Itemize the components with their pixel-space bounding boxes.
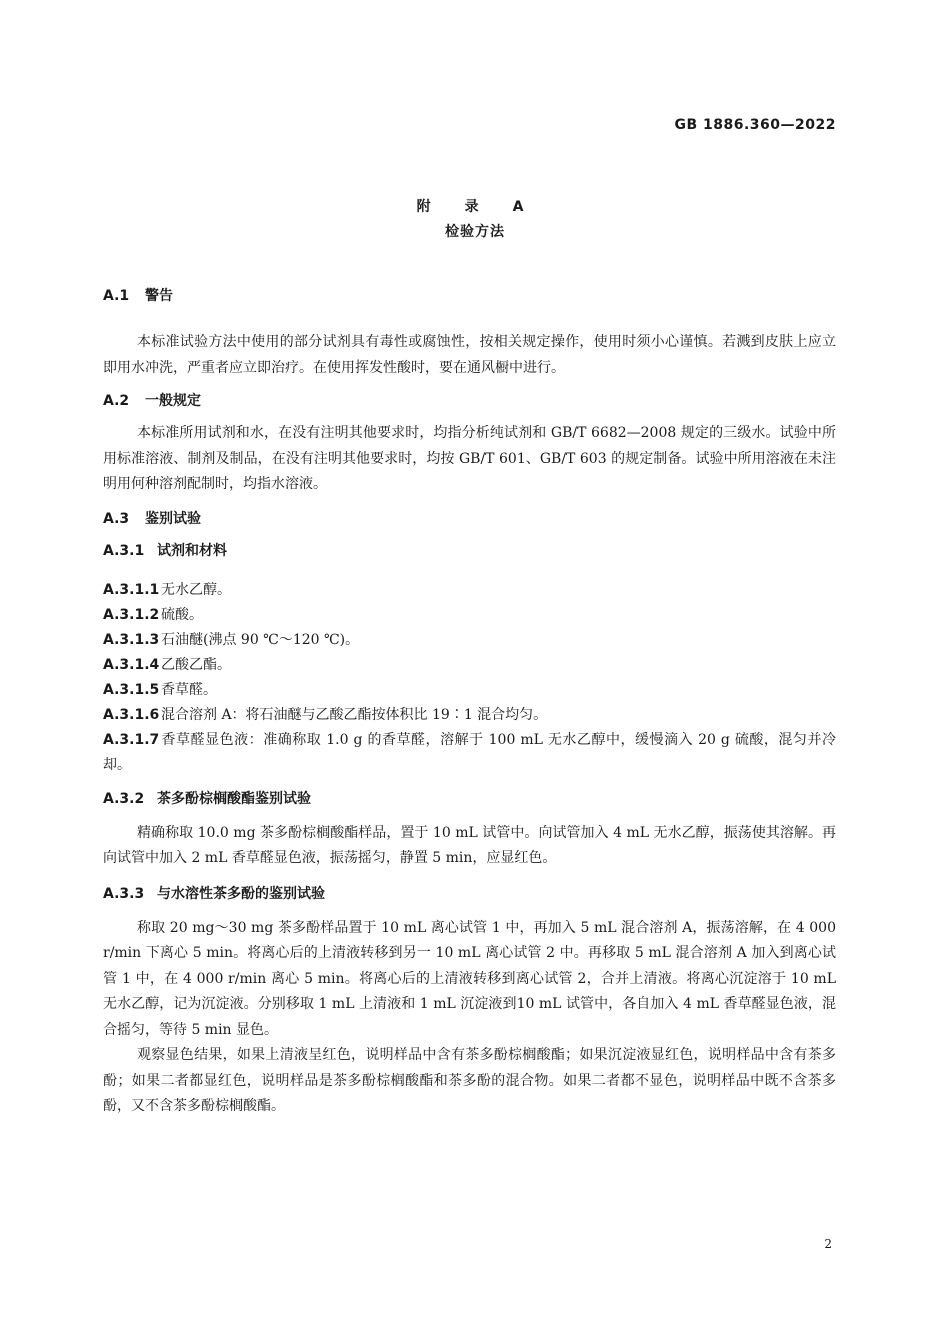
appendix-subtitle: 检验方法 [445,224,505,240]
paragraph-general: 本标准所用试剂和水，在没有注明其他要求时，均指分析纯试剂和 GB/T 6682—2008 规定的三级水。试验中所用标准溶液、制剂及制品，在没有注明其他要求时，均按 GB/T 601、GB/T 603 的规定制备。试验中所用溶液在未注明用何种溶剂配制时，均指水溶液。 [103,425,836,492]
reagent-list [103,578,836,778]
section-title: 试剂和材料 [157,542,227,559]
paragraph-result: 观察显色结果，如果上清液呈红色，说明样品中含有茶多酚棕榈酸酯；如果沉淀液显红色，说明样品中含有茶多酚；如果二者都显红色，说明样品是茶多酚棕榈酸酯和茶多酚的混合物。如果二者都不显色，说明样品中既不含茶多酚，又不含茶多酚棕榈酸酯。 [103,1047,836,1114]
section-heading-a32 [103,788,836,810]
list-item: A.3.1.3 石油醚(沸点 90 ℃～120 ℃)。 [103,631,360,648]
section-number: A.2 [103,393,130,409]
page-number: 2 [824,1237,832,1251]
standard-code: GB 1886.360—2022 [674,117,836,133]
list-item: A.3.1.2 硫酸。 [103,606,203,623]
document-body [103,285,836,1120]
section-title: 一般规定 [145,393,201,409]
list-item: A.3.1.4 乙酸乙酯。 [103,656,231,673]
section-heading-a1 [103,285,836,307]
section-number: A.3.2 [103,790,145,807]
section-heading-a3 [103,508,836,530]
section-number: A.1 [103,288,130,304]
section-heading-a33 [103,883,836,905]
section-number: A.3.3 [103,885,145,902]
section-title: 茶多酚棕榈酸酯鉴别试验 [157,790,311,807]
section-heading-a31 [103,540,836,562]
list-item: A.3.1.7 香草醛显色液：准确称取 1.0 g 的香草醛，溶解于 100 mL 无水乙醇中，缓慢滴入 20 g 硫酸，混匀并冷却。 [103,731,836,773]
section-title: 警告 [145,288,173,304]
paragraph-procedure: 称取 20 mg～30 mg 茶多酚样品置于 10 mL 离心试管 1 中，再加入 5 mL 混合溶剂 A，振荡溶解，在 4 000 r/min 下离心 5 min。将离心后的上清液转移到另一 10 mL 离心试管 2 中。再移取 5 mL 混合溶剂 A 加入到离心试管 1 中，在 4 000 r/min 离心 5 min。将离心后的上清液转移到离心试管 2，合并上清液。将离心沉淀溶于 10 mL 无水乙醇，记为沉淀液。分别移取 1 mL 上清液和 1 mL 沉淀液到10 mL 试管中，各自加入 4 mL 香草醛显色液，混合摇匀，等待 5 min 显色。 [103,919,836,1038]
list-item: A.3.1.1 无水乙醇。 [103,581,231,598]
section-title: 与水溶性茶多酚的鉴别试验 [157,885,325,902]
list-item: A.3.1.6 混合溶剂 A：将石油醚与乙酸乙酯按体积比 19∶1 混合均匀。 [103,706,548,723]
paragraph-warning: 本标准试验方法中使用的部分试剂具有毒性或腐蚀性，按相关规定操作，使用时须小心谨慎。若溅到皮肤上应立即用水冲洗，严重者应立即治疗。在使用挥发性酸时，要在通风橱中进行。 [103,334,836,376]
section-title: 鉴别试验 [145,510,201,527]
appendix-title: 附 录 A [416,199,534,215]
list-item: A.3.1.5 香草醛。 [103,681,217,698]
section-number: A.3 [103,510,130,527]
section-heading-a2 [103,390,836,412]
section-number: A.3.1 [103,542,145,559]
paragraph-identification: 精确称取 10.0 mg 茶多酚棕榈酸酯样品，置于 10 mL 试管中。向试管加入 4 mL 无水乙醇，振荡使其溶解。再向试管中加入 2 mL 香草醛显色液，振荡摇匀，静置 5 min，应显红色。 [103,824,836,866]
